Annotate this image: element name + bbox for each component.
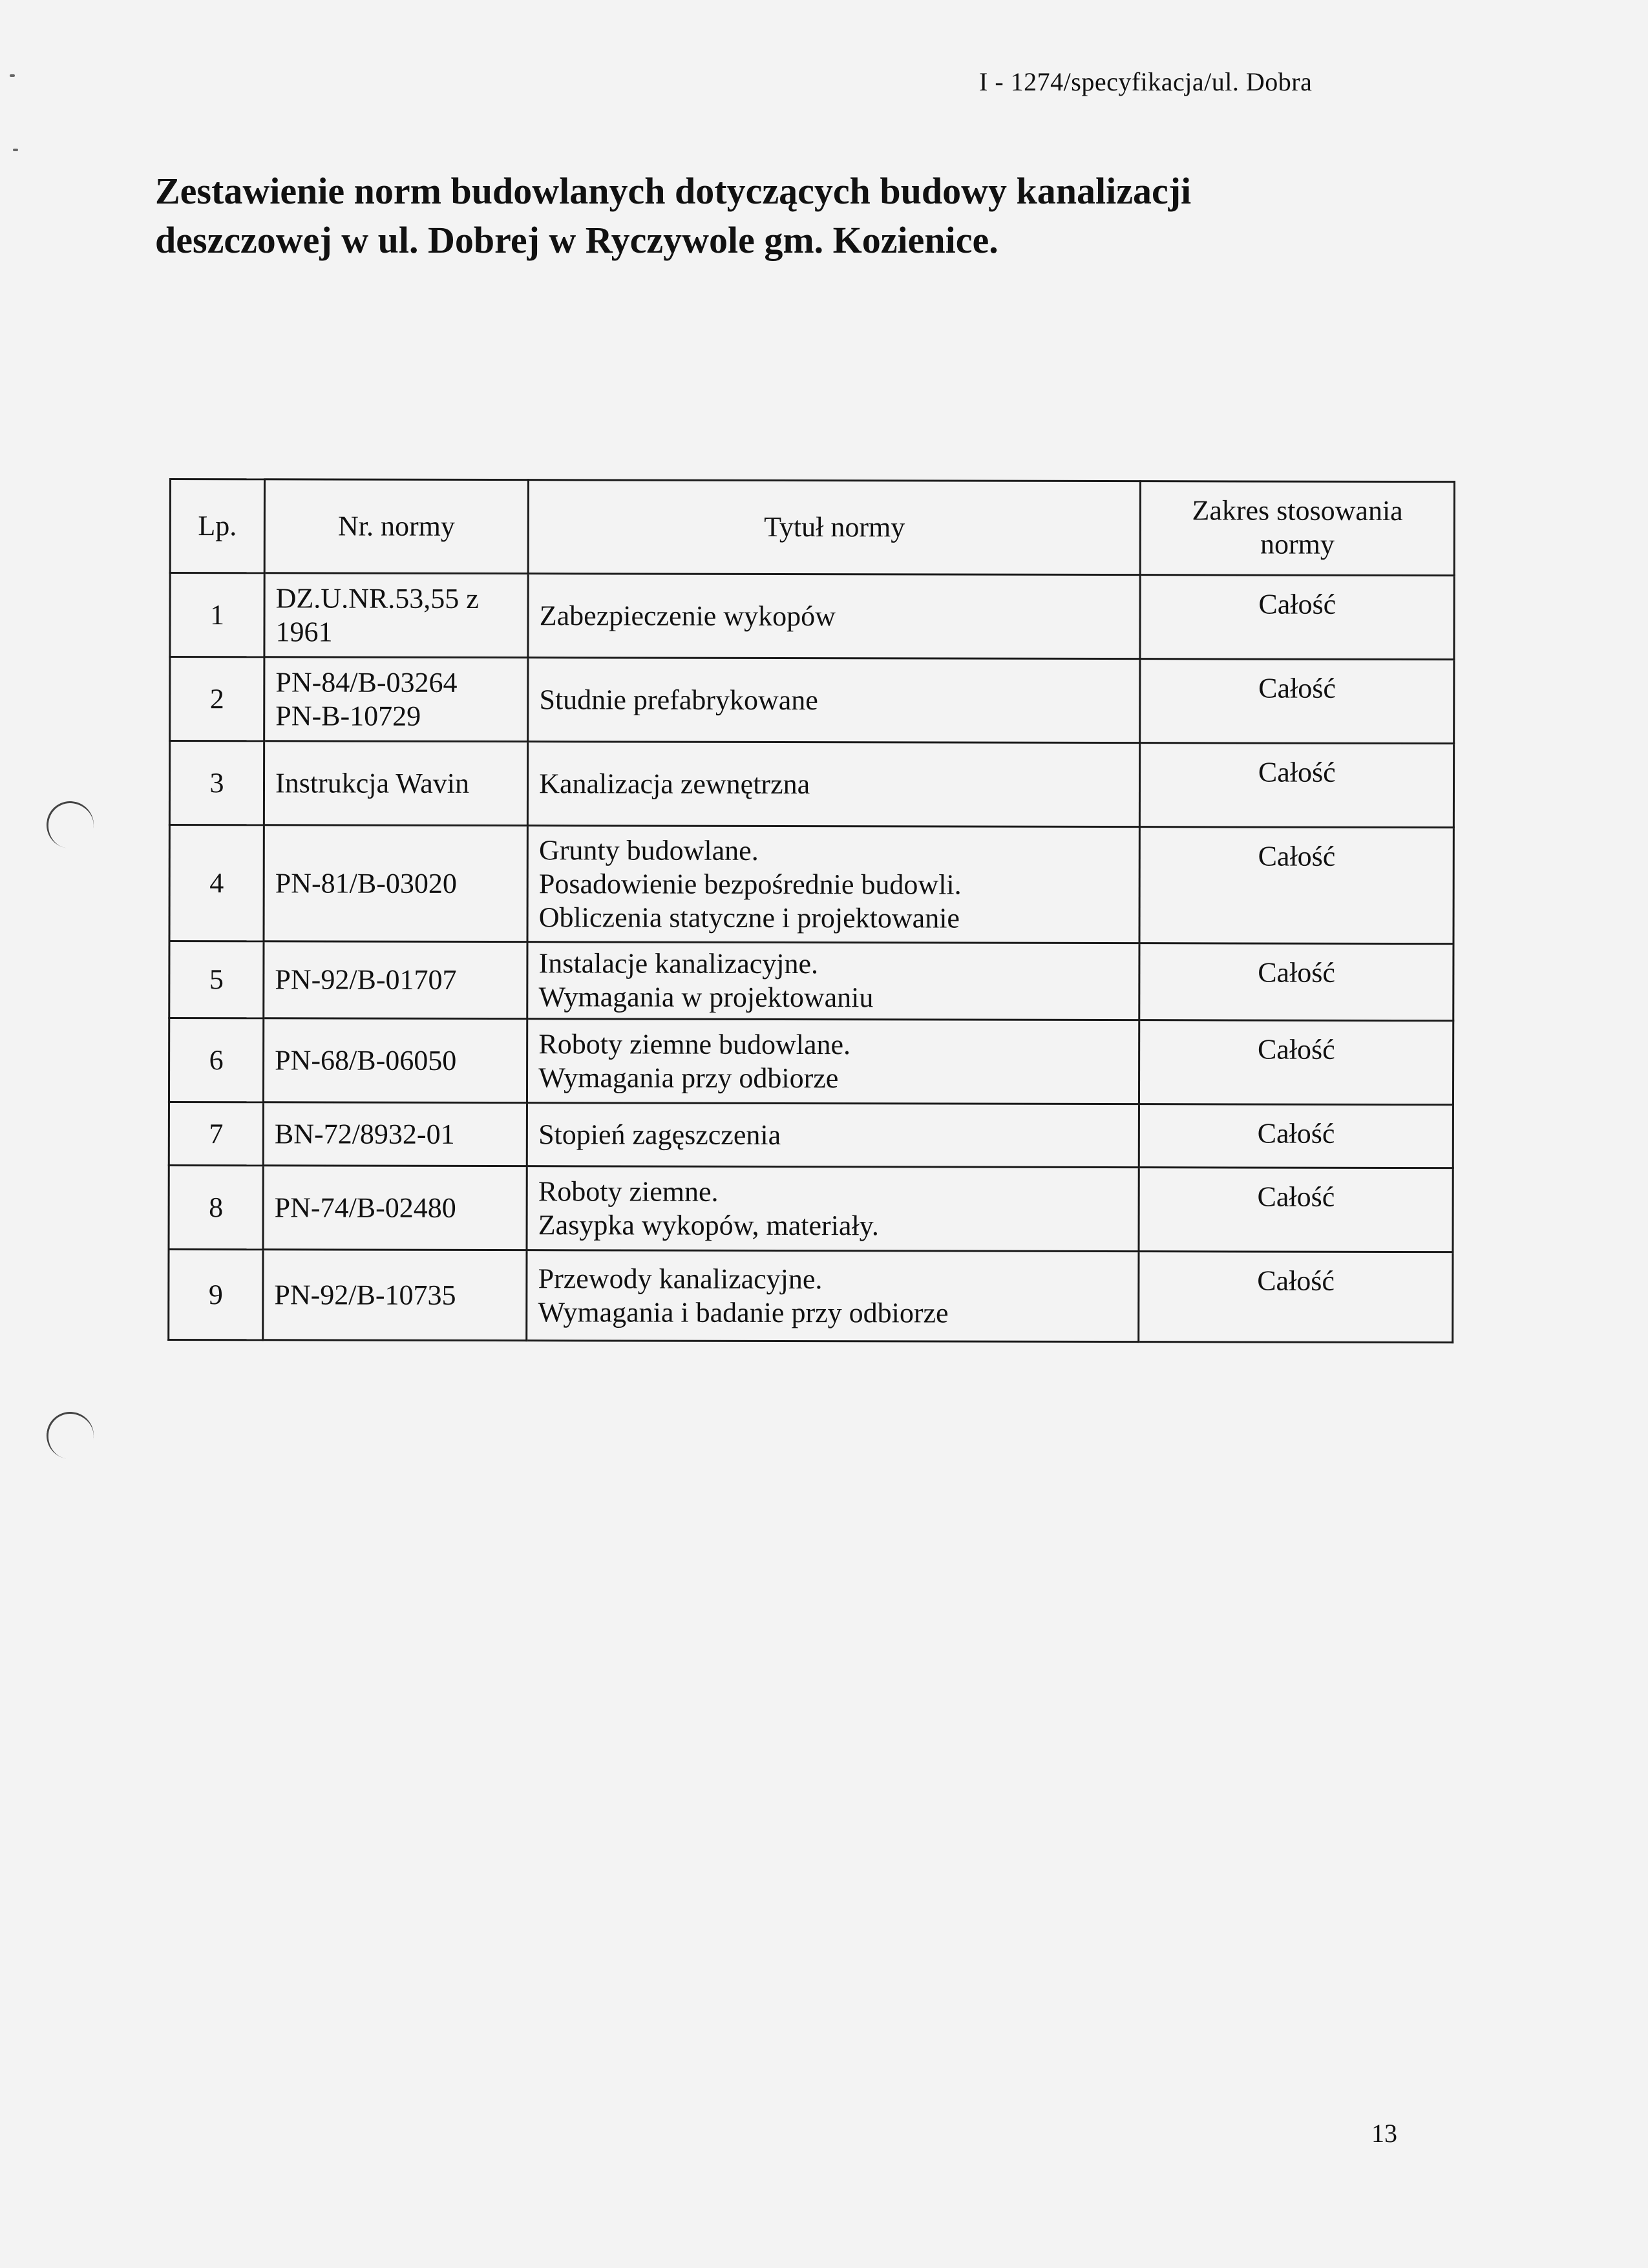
table-row bbox=[169, 1018, 1453, 1105]
cell-lp: 3 bbox=[169, 741, 264, 825]
cell-scope: Całość bbox=[1140, 743, 1454, 828]
cell-norm-title bbox=[527, 1250, 1139, 1342]
header-lp: Lp. bbox=[170, 479, 264, 573]
cell-lp: 1 bbox=[170, 573, 264, 657]
cell-norm-title bbox=[528, 742, 1140, 827]
cell-lp: 9 bbox=[169, 1250, 263, 1340]
cell-lp: 4 bbox=[169, 825, 264, 941]
page-title bbox=[155, 167, 1254, 265]
table-row bbox=[169, 1102, 1453, 1168]
cell-scope: Całość bbox=[1140, 659, 1454, 744]
cell-norm-number bbox=[264, 741, 527, 826]
table-row bbox=[170, 573, 1454, 660]
norm-title-line: Wymagania w projektowaniu bbox=[538, 981, 874, 1014]
table-row bbox=[169, 941, 1453, 1021]
norm-number-line: PN-B-10729 bbox=[275, 699, 421, 732]
cell-norm-number bbox=[264, 657, 528, 742]
cell-lp: 5 bbox=[169, 941, 264, 1018]
norms-table-body bbox=[169, 573, 1454, 1343]
cell-norm-number bbox=[264, 941, 527, 1019]
norm-title-line: Studnie prefabrykowane bbox=[539, 683, 818, 716]
norm-title-line: Stopień zagęszczenia bbox=[538, 1118, 781, 1151]
norm-number-line: PN-92/B-01707 bbox=[275, 963, 457, 996]
cell-norm-title bbox=[527, 942, 1139, 1020]
cell-scope: Całość bbox=[1139, 943, 1453, 1021]
header-norm-title: Tytuł normy bbox=[528, 480, 1141, 575]
cell-norm-number bbox=[264, 825, 528, 942]
table-row bbox=[169, 1166, 1453, 1252]
cell-norm-title bbox=[527, 1166, 1139, 1252]
norm-number-line: PN-81/B-03020 bbox=[275, 866, 457, 899]
cell-scope: Całość bbox=[1139, 1104, 1453, 1168]
norm-title-line: Grunty budowlane. bbox=[538, 834, 759, 866]
cell-scope: Całość bbox=[1139, 1020, 1453, 1105]
cell-norm-title bbox=[528, 658, 1140, 743]
table-row bbox=[169, 825, 1453, 944]
punch-hole-mark bbox=[43, 1408, 98, 1463]
cell-lp: 6 bbox=[169, 1018, 263, 1102]
table-row bbox=[169, 741, 1453, 828]
norm-number-line: PN-68/B-06050 bbox=[275, 1044, 457, 1076]
cell-norm-number bbox=[264, 573, 528, 658]
cell-norm-number bbox=[263, 1102, 527, 1166]
cell-norm-title bbox=[527, 826, 1140, 943]
cell-lp: 2 bbox=[170, 657, 264, 741]
scan-speck bbox=[10, 74, 15, 77]
cell-scope: Całość bbox=[1139, 827, 1453, 944]
cell-norm-title bbox=[527, 1019, 1139, 1104]
norm-number-line: DZ.U.NR.53,55 z 1961 bbox=[275, 582, 479, 648]
cell-norm-title bbox=[527, 1103, 1139, 1168]
norm-title-line: Instalacje kanalizacyjne. bbox=[538, 947, 819, 980]
cell-scope: Całość bbox=[1140, 575, 1454, 660]
norms-table bbox=[167, 478, 1455, 1343]
norm-title-line: Obliczenia statyczne i projektowanie bbox=[538, 901, 960, 934]
document-reference: I - 1274/specyfikacja/ul. Dobra bbox=[979, 67, 1313, 96]
header-scope: Zakres stosowania normy bbox=[1141, 481, 1455, 576]
cell-norm-number bbox=[264, 1018, 527, 1103]
table-header-row bbox=[170, 479, 1454, 576]
header-norm-number: Nr. normy bbox=[264, 479, 528, 574]
table-row bbox=[169, 1250, 1453, 1343]
norm-number-line: PN-92/B-10735 bbox=[274, 1278, 456, 1311]
scan-speck bbox=[13, 149, 18, 151]
norm-number-line: BN-72/8932-01 bbox=[274, 1117, 455, 1150]
norm-title-line: Zasypka wykopów, materiały. bbox=[538, 1208, 879, 1241]
norm-title-line: Wymagania i badanie przy odbiorze bbox=[538, 1296, 949, 1329]
norm-title-line: Roboty ziemne budowlane. bbox=[538, 1027, 851, 1060]
norm-title-line: Przewody kanalizacyjne. bbox=[538, 1262, 823, 1295]
cell-scope: Całość bbox=[1139, 1252, 1453, 1343]
table-row bbox=[170, 657, 1454, 744]
norm-title-line: Zabezpieczenie wykopów bbox=[539, 599, 836, 632]
norm-title-line: Roboty ziemne. bbox=[538, 1175, 719, 1208]
page-number: 13 bbox=[1371, 2119, 1397, 2148]
page-title-line: Zestawienie norm budowlanych dotyczących budowy kanalizacji bbox=[155, 170, 1192, 212]
cell-norm-title bbox=[528, 574, 1140, 659]
cell-lp: 8 bbox=[169, 1166, 263, 1250]
cell-lp: 7 bbox=[169, 1102, 263, 1166]
cell-norm-number bbox=[263, 1166, 527, 1250]
norm-title-line: Posadowienie bezpośrednie budowli. bbox=[538, 867, 962, 901]
cell-norm-number bbox=[263, 1250, 527, 1341]
norm-number-line: PN-74/B-02480 bbox=[274, 1191, 456, 1224]
norm-number-line: PN-84/B-03264 bbox=[275, 666, 458, 698]
cell-scope: Całość bbox=[1139, 1168, 1453, 1252]
norm-title-line: Kanalizacja zewnętrzna bbox=[539, 767, 810, 800]
punch-hole-mark bbox=[43, 797, 98, 852]
page-title-line: deszczowej w ul. Dobrej w Ryczywole gm. Kozienice. bbox=[155, 219, 998, 261]
norm-title-line: Wymagania przy odbiorze bbox=[538, 1061, 839, 1094]
norm-number-line: Instrukcja Wavin bbox=[275, 766, 470, 799]
